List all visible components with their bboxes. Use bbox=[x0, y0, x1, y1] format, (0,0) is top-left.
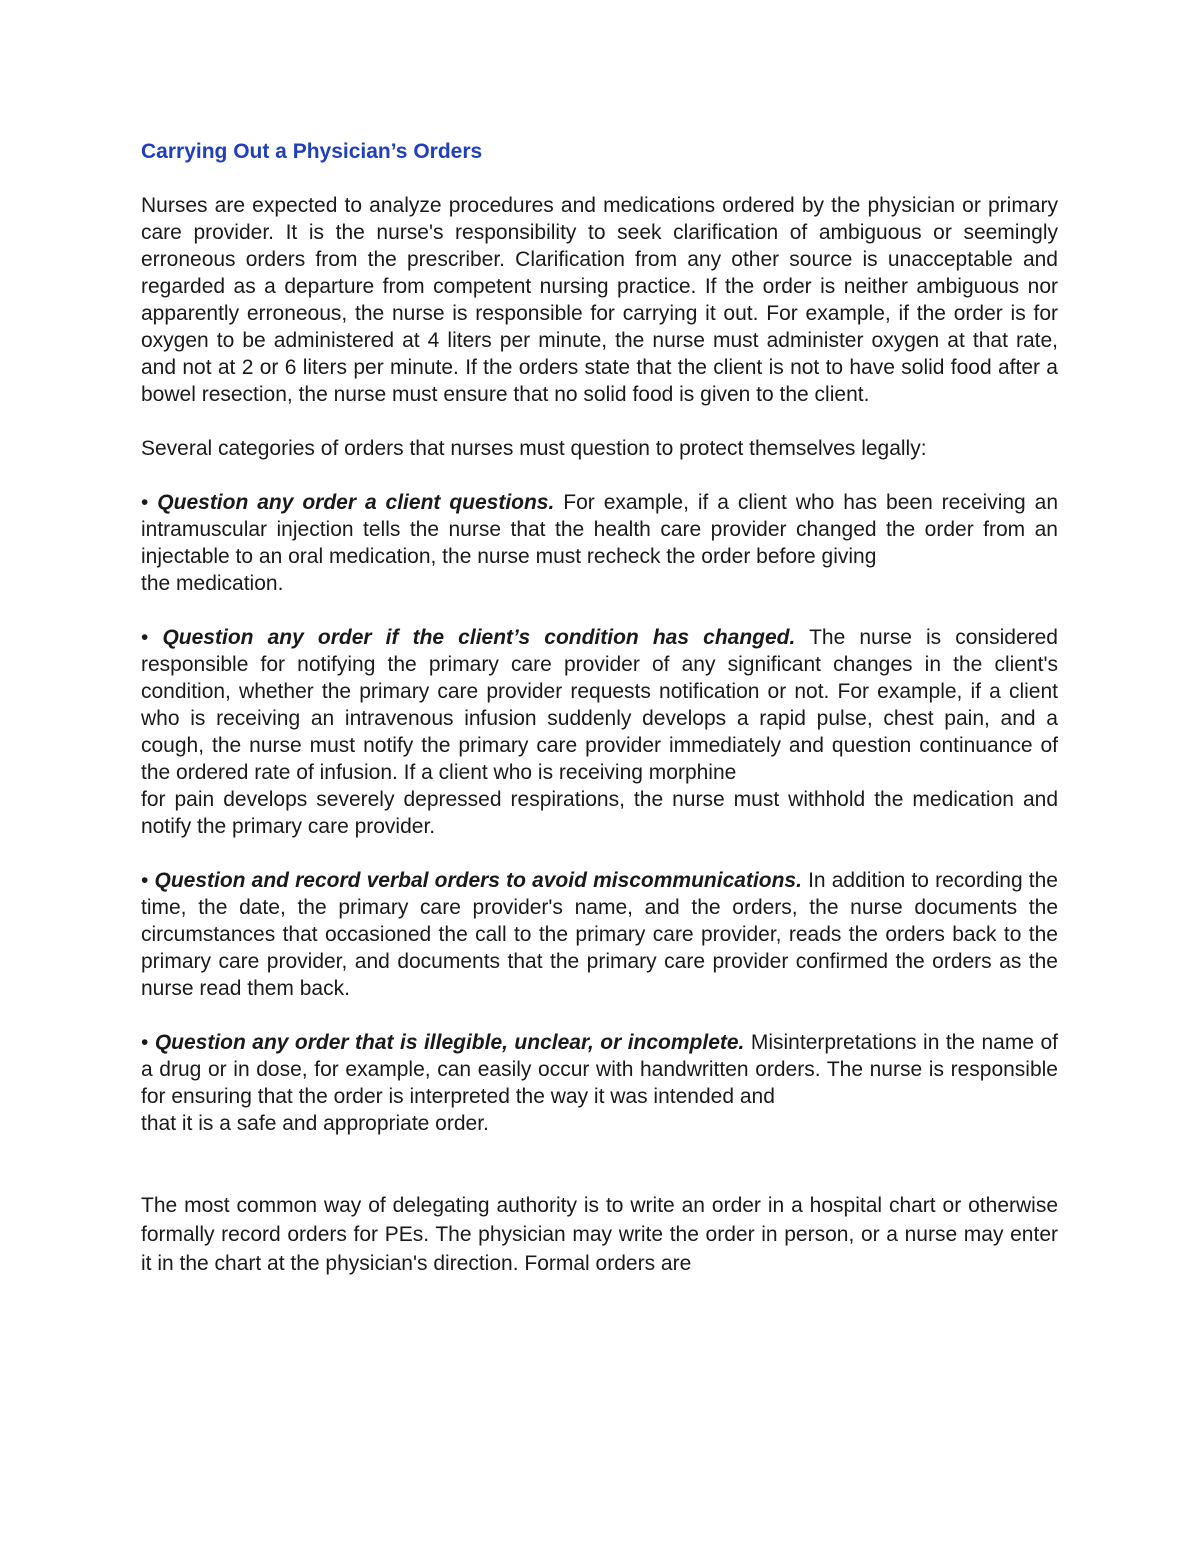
bullet-marker: • bbox=[141, 869, 149, 892]
bullet-text-1a: For example, if a client who has been receiving an intramuscular injection tells the nurse that the health care provider changed the order from an injectable to an oral medication, the nurse must recheck the order before giving bbox=[141, 491, 1058, 568]
bullet-text-1b: the medication. bbox=[141, 572, 284, 595]
bullet-lead-4: Question any order that is illegible, unclear, or incomplete. bbox=[154, 1031, 745, 1054]
bullet-lead-2: Question any order if the client’s condition has changed. bbox=[162, 626, 796, 649]
bullet-paragraph-3 bbox=[141, 867, 1058, 1002]
bullet-marker: • bbox=[141, 1031, 149, 1054]
spacer bbox=[141, 1164, 1058, 1191]
bullet-text-2a: The nurse is considered responsible for notifying the primary care provider of any significant changes in the client's condition, whether the primary care provider requests notification or not. For example, if a client who is receiving an intravenous infusion suddenly develops a rapid pulse, chest pain, and a cough, the nurse must notify the primary care provider immediately and question continuance of the ordered rate of infusion. If a client who is receiving morphine bbox=[141, 626, 1058, 784]
bullet-lead-3: Question and record verbal orders to avoid miscommunications. bbox=[154, 869, 802, 892]
categories-intro-paragraph: Several categories of orders that nurses must question to protect themselves legally: bbox=[141, 437, 927, 460]
closing-paragraph: The most common way of delegating authority is to write an order in a hospital chart or otherwise formally record orders for PEs. The physician may write the order in person, or a nurse may enter it in the chart at the physician's direction. Formal orders are bbox=[141, 1194, 1058, 1275]
bullet-marker: • bbox=[141, 491, 149, 514]
bullet-paragraph-4 bbox=[141, 1029, 1058, 1137]
bullet-paragraph-1 bbox=[141, 489, 1058, 597]
bullet-text-4b: that it is a safe and appropriate order. bbox=[141, 1112, 489, 1135]
bullet-paragraph-2 bbox=[141, 624, 1058, 840]
bullet-text-3a: In addition to recording the time, the date, the primary care provider's name, and the orders, the nurse documents the circumstances that occasioned the call to the primary care provider, reads the orders back to the primary care provider, and documents that the primary care provider confirmed the orders as the nurse read them back. bbox=[141, 869, 1058, 1000]
bullet-text-2b: for pain develops severely depressed respirations, the nurse must withhold the medication and notify the primary care provider. bbox=[141, 788, 1058, 838]
intro-paragraph: Nurses are expected to analyze procedures and medications ordered by the physician or primary care provider. It is the nurse's responsibility to seek clarification of ambiguous or seemingly erroneous orders from the prescriber. Clarification from any other source is unacceptable and regarded as a departure from competent nursing practice. If the order is neither ambiguous nor apparently erroneous, the nurse is responsible for carrying it out. For example, if the order is for oxygen to be administered at 4 liters per minute, the nurse must administer oxygen at that rate, and not at 2 or 6 liters per minute. If the orders state that the client is not to have solid food after a bowel resection, the nurse must ensure that no solid food is given to the client. bbox=[141, 194, 1058, 406]
document-title: Carrying Out a Physician’s Orders bbox=[141, 140, 483, 163]
bullet-marker: • bbox=[141, 626, 149, 649]
document-body bbox=[141, 138, 1058, 1305]
bullet-text-4a: Misinterpretations in the name of a drug or in dose, for example, can easily occur with handwritten orders. The nurse is responsible for ensuring that the order is interpreted the way it was intended and bbox=[141, 1031, 1058, 1108]
bullet-lead-1: Question any order a client questions. bbox=[157, 491, 555, 514]
